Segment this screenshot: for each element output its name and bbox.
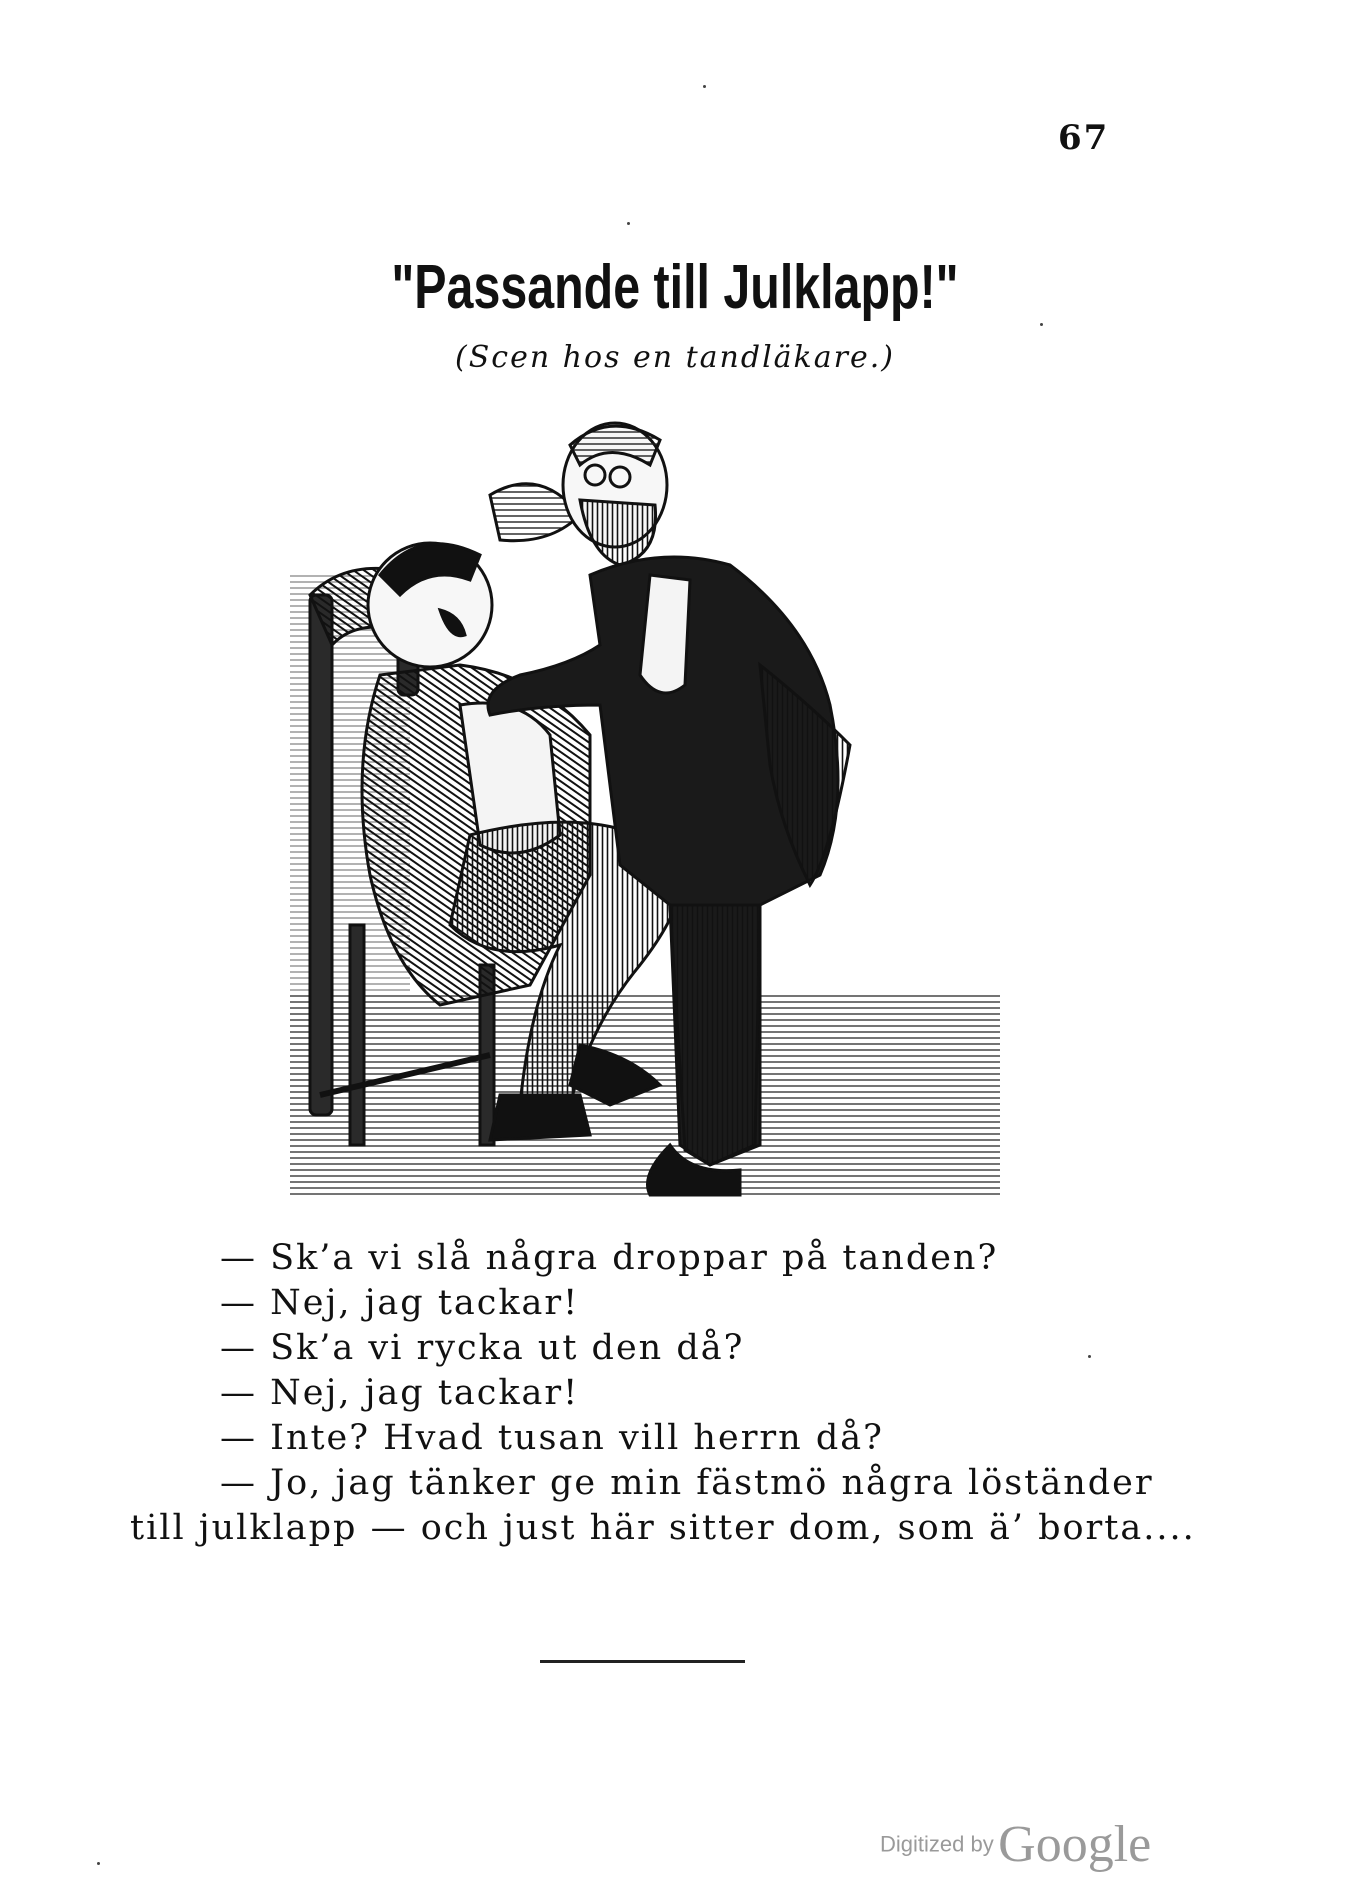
section-divider — [540, 1660, 745, 1663]
dialogue-line: — Jo, jag tänker ge min fästmö några löständer — [220, 1463, 1154, 1503]
dialogue-line: — Inte? Hvad tusan vill herrn då? — [220, 1418, 884, 1458]
dialogue-line: — Sk’a vi slå några droppar på tanden? — [220, 1238, 999, 1278]
dialogue-line: — Sk’a vi rycka ut den då? — [220, 1328, 745, 1368]
digitized-watermark — [880, 1815, 1180, 1874]
paper-speck — [703, 85, 706, 88]
dialogue-line: — Nej, jag tackar! — [220, 1373, 580, 1413]
paper-speck — [627, 222, 630, 225]
dialogue-line-continuation: till julklapp — och just här sitter dom, som ä’ borta.... — [130, 1508, 1196, 1548]
floor-shading — [290, 995, 1000, 1195]
dialogue-block — [130, 1236, 1196, 1551]
page-subtitle: (Scen hos en tandläkare.) — [455, 340, 895, 375]
watermark-brand: Google — [998, 1816, 1152, 1873]
paper-speck — [1088, 1355, 1091, 1358]
paper-speck — [1040, 323, 1043, 326]
watermark-prefix: Digitized by — [880, 1831, 994, 1857]
page-title: "Passande till Julklapp!" — [391, 253, 959, 322]
dialogue-line: — Nej, jag tackar! — [220, 1283, 580, 1323]
dentist-scene-illustration — [290, 405, 1000, 1205]
page-number: 67 — [1058, 118, 1110, 158]
paper-speck — [97, 1862, 100, 1865]
